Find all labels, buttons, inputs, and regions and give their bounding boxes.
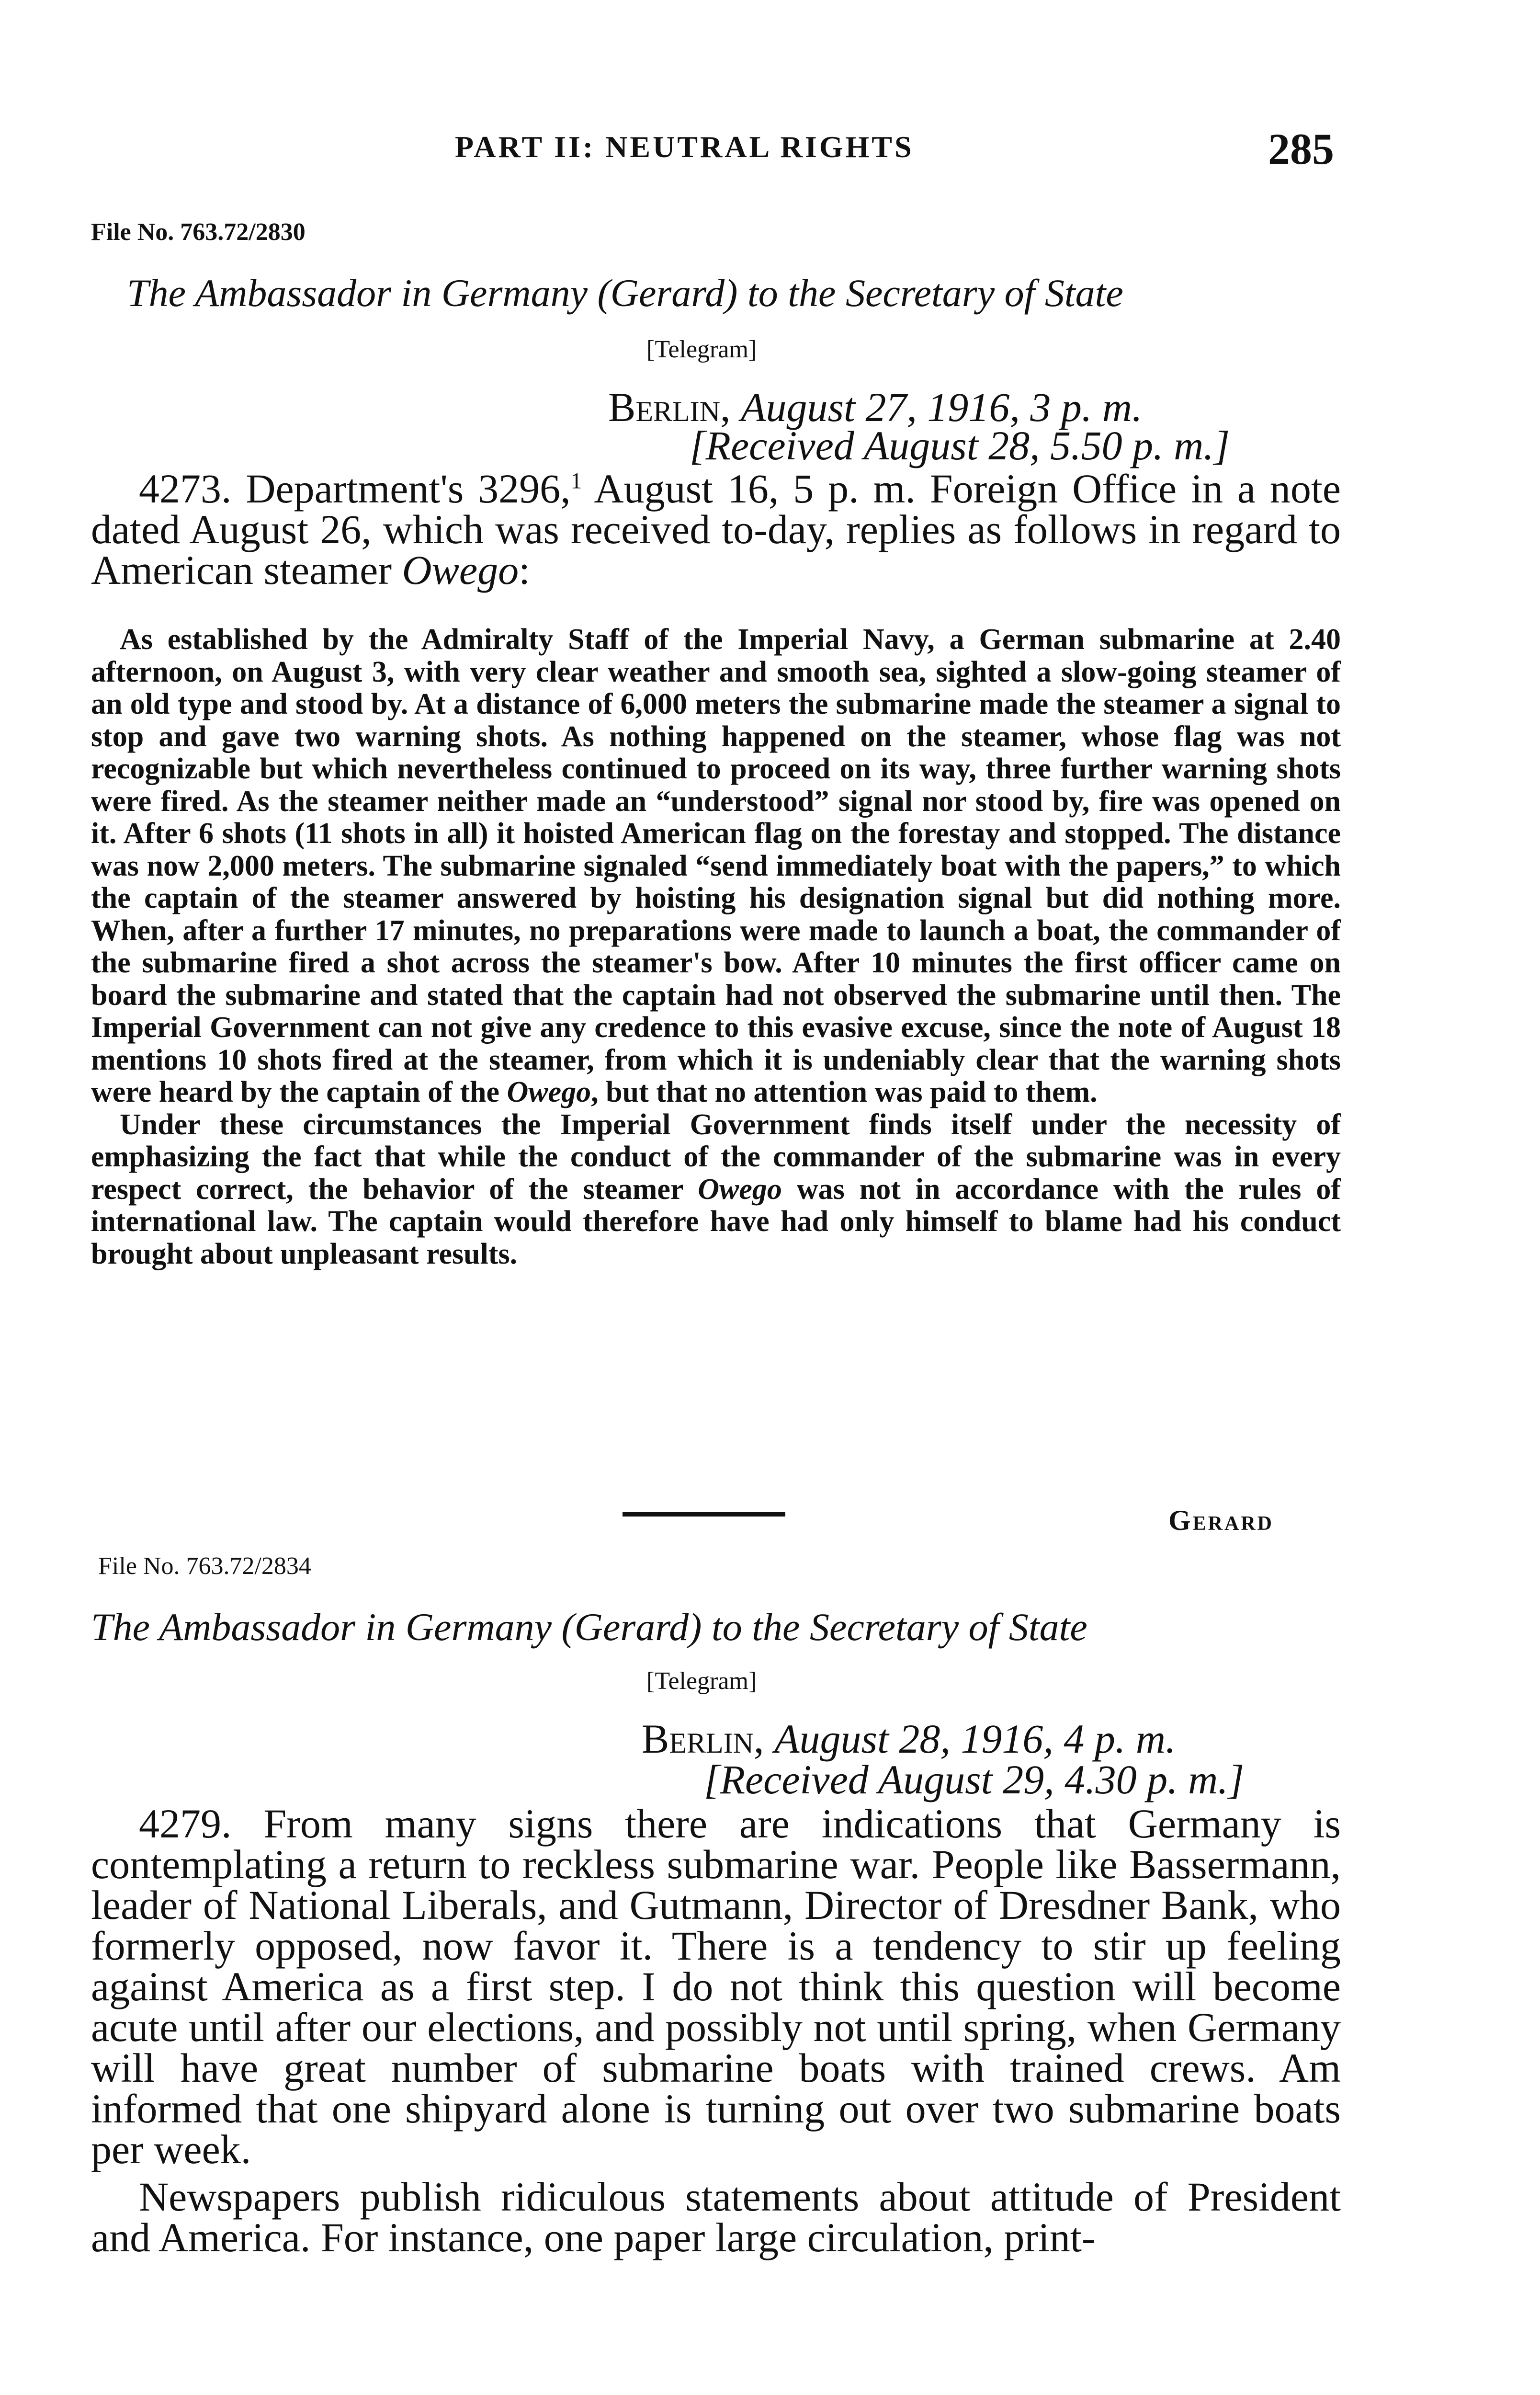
file-number: File No. 763.72/2830 <box>91 218 306 246</box>
received-line: [Received August 28, 5.50 p. m.] <box>690 422 1230 468</box>
dateline-date: August 28, 1916, 4 p. m. <box>774 1716 1176 1762</box>
body-paragraph: Newspapers publish ridiculous statements about attitude of President and America. For instance, one paper large circulation, print- <box>91 2174 1341 2260</box>
document-title: The Ambassador in Germany (Gerard) to the Secretary of State <box>127 271 1123 315</box>
ship-name: Owego <box>402 547 519 593</box>
section-divider <box>623 1512 785 1517</box>
quoted-paragraph: As established by the Admiralty Staff of the Imperial Navy, a German submarine at 2.40 afternoon, on August 3, with very clear weather and smooth sea, sighted a slow-going steamer of an old type and stood by. At a distance of 6,000 meters the submarine made the steamer a signal to stop and gave two warning shots. As nothing happened on the steamer, whose flag was not recognizable but which nevertheless continued to proceed on its way, three further warning shots were fired. As the steamer neither made an “understood” signal nor stood by, fire was opened on it. After 6 shots (11 shots in all) it hoisted American flag on the forestay and stopped. The distance was now 2,000 meters. The submarine signaled “send immediately boat with the papers,” to which the captain of the steamer answered by hoisting his designation signal but did nothing more. When, after a further 17 minutes, no preparations were made to launch a boat, the commander of the submarine fired a shot across the steamer's bow. After 10 minutes the first officer came on board the submarine and stated that the captain had not observed the submarine until then. The Imperial Government can not give any credence to this evasive excuse, since the note of August 18 mentions 10 shots fired at the steamer, from which it is undeniably clear that the warning shots were heard by the captain of the Owego, but that no attention was paid to them. <box>91 623 1341 1108</box>
dateline-date: August 27, 1916, 3 p. m. <box>741 384 1143 430</box>
telegram-body <box>91 1803 1341 2258</box>
quoted-paragraph: Under these circumstances the Imperial Government finds itself under the necessity of emphasizing the fact that while the conduct of the commander of the submarine was in every respect correct, the behavior of the steamer Owego was not in accordance with the rules of international law. The captain would therefore have had only himself to blame had his conduct brought about unpleasant results. <box>91 1108 1341 1270</box>
footnote-ref: 1 <box>570 468 582 494</box>
signature: Gerard <box>1168 1505 1274 1536</box>
dateline-place: Berlin, <box>608 384 731 430</box>
dateline-place: Berlin, <box>642 1716 764 1762</box>
page-number: 285 <box>1268 125 1334 173</box>
running-head: PART II: NEUTRAL RIGHTS <box>455 130 914 164</box>
body-paragraph: 4279. From many signs there are indications that Germany is contemplating a return to reckless submarine war. People like Bassermann, leader of National Liberals, and Gutmann, Director of Dresdner Bank, who formerly opposed, now favor it. There is a tendency to stir up feeling against America as a first step. I do not think this question will become acute until after our elections, and possibly not until spring, when Germany will have great number of submarine boats with trained crews. Am informed that one shipyard alone is turning out over two submarine boats per week. <box>91 1801 1341 2172</box>
telegram-label: [Telegram] <box>646 1667 757 1695</box>
telegram-intro: 4273. Department's 3296,$^1$ August 16, 5 p. m. Foreign Office in a note dated August 26, which was received to-day, replies as follows in regard to American steamer Owego: <box>91 466 1341 593</box>
telegram-label: [Telegram] <box>646 336 757 363</box>
file-number: File No. 763.72/2834 <box>98 1552 311 1580</box>
document-title: The Ambassador in Germany (Gerard) to the Secretary of State <box>91 1605 1087 1649</box>
received-line: [Received August 29, 4.30 p. m.] <box>704 1756 1245 1802</box>
quoted-note <box>91 624 1341 1270</box>
